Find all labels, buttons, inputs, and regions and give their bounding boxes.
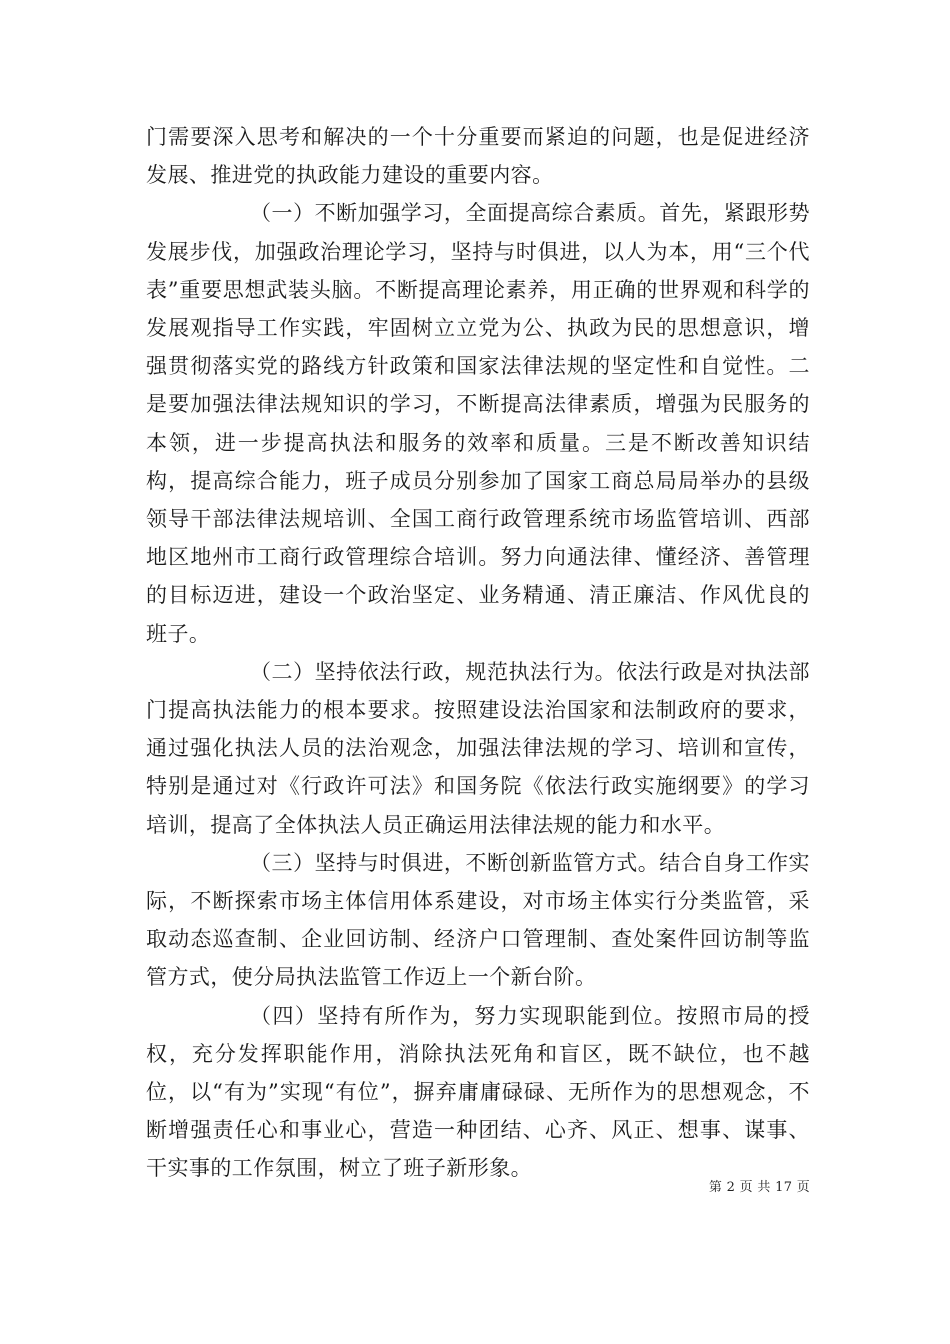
paragraph-section-two: （二）坚持依法行政，规范执法行为。依法行政是对执法部门提高执法能力的根本要求。按照建设法治国家和法制政府的要求，通过强化执法人员的法治观念，加强法律法规的学习、培训和宣传，特别是通过对《行政许可法》和国务院《依法行政实施纲要》的学习培训，提高了全体执法人员正确运用法律法规的能力和水平。: [146, 659, 810, 837]
page-number: 第 2 页 共 17 页: [708, 1180, 810, 1195]
paragraph-section-four: （四）坚持有所作为，努力实现职能到位。按照市局的授权，充分发挥职能作用，消除执法死角和盲区，既不缺位，也不越位，以“有为”实现“有位”，摒弃庸庸碌碌、无所作为的思想观念，不断增强责任心和事业心，营造一种团结、心齐、风正、想事、谋事、干实事的工作氛围，树立了班子新形象。: [146, 1003, 810, 1181]
paragraph-section-three: （三）坚持与时俱进，不断创新监管方式。结合自身工作实际，不断探索市场主体信用体系建设，对市场主体实行分类监管，采取动态巡查制、企业回访制、经济户口管理制、查处案件回访制等监管方式，使分局执法监管工作迈上一个新台阶。: [146, 850, 810, 990]
document-body: [146, 118, 810, 1188]
paragraph-continuation: 门需要深入思考和解决的一个十分重要而紧迫的问题，也是促进经济发展、推进党的执政能力建设的重要内容。: [146, 125, 810, 188]
paragraph-section-one: （一）不断加强学习，全面提高综合素质。首先，紧跟形势发展步伐，加强政治理论学习，坚持与时俱进，以人为本，用“三个代表”重要思想武装头脑。不断提高理论素养，用正确的世界观和科学的发展观指导工作实践，牢固树立立党为公、执政为民的思想意识，增强贯彻落实党的路线方针政策和国家法律法规的坚定性和自觉性。二是要加强法律法规知识的学习，不断提高法律素质，增强为民服务的本领，进一步提高执法和服务的效率和质量。三是不断改善知识结构，提高综合能力，班子成员分别参加了国家工商总局局举办的县级领导干部法律法规培训、全国工商行政管理系统市场监管培训、西部地区地州市工商行政管理综合培训。努力向通法律、懂经济、善管理的目标迈进，建设一个政治坚定、业务精通、清正廉洁、作风优良的班子。: [146, 201, 810, 646]
